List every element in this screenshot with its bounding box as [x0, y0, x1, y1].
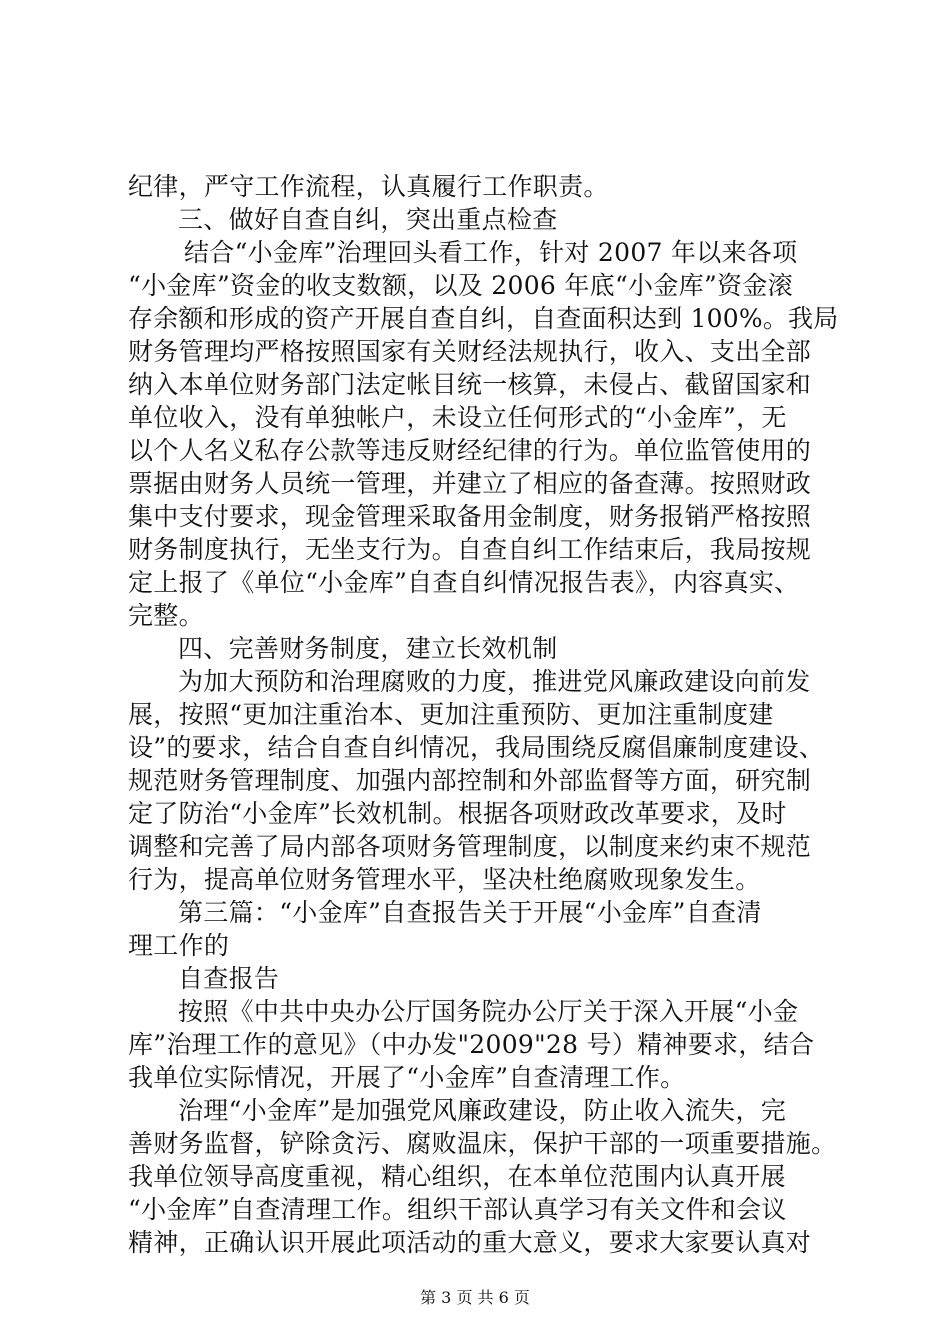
text-line-3: 结合“小金库”治理回头看工作，针对 2007 年以来各项 — [184, 238, 798, 267]
chapter-title-line-1: 第三篇：“小金库”自查报告关于开展“小金库”自查清 — [178, 898, 762, 927]
text-line-33: 精神，正确认识开展此项活动的重大意义，要求大家要认真对 — [128, 1228, 812, 1257]
page-number-footer: 第 3 页 共 6 页 — [420, 1288, 530, 1307]
section-heading-3: 三、做好自查自纠，突出重点检查 — [178, 205, 558, 234]
text-line-21: 调整和完善了局内部各项财务管理制度，以制度来约束不规范 — [128, 832, 812, 861]
text-line-12: 财务制度执行，无坐支行为。自查自纠工作结束后，我局按规 — [128, 535, 812, 564]
text-line-1: 纪律，严守工作流程，认真履行工作职责。 — [128, 172, 609, 201]
text-line-19: 规范财务管理制度、加强内部控制和外部监督等方面，研究制 — [128, 766, 812, 795]
report-title: 自查报告 — [178, 964, 280, 993]
text-line-11: 集中支付要求，现金管理采取备用金制度，财务报销严格按照 — [128, 502, 812, 531]
text-line-22: 行为，提高单位财务管理水平，坚决杜绝腐败现象发生。 — [128, 865, 761, 894]
text-line-13: 定上报了《单位“小金库”自查自纠情况报告表》，内容真实、 — [128, 568, 800, 597]
text-line-20: 定了防治“小金库”长效机制。根据各项财政改革要求，及时 — [128, 799, 787, 828]
text-line-14: 完整。 — [128, 601, 204, 630]
text-line-16: 为加大预防和治理腐败的力度，推进党风廉政建设向前发 — [178, 667, 811, 696]
text-line-4: “小金库”资金的收支数额，以及 2006 年底“小金库”资金滚 — [128, 271, 793, 300]
text-line-18: 设”的要求，结合自查自纠情况，我局围绕反腐倡廉制度建设、 — [128, 733, 825, 762]
text-line-31: 我单位领导高度重视，精心组织，在本单位范围内认真开展 — [128, 1162, 786, 1191]
chapter-title-line-2: 理工作的 — [128, 931, 230, 960]
text-line-8: 单位收入，没有单独帐户，未设立任何形式的“小金库”，无 — [128, 403, 787, 432]
text-line-6: 财务管理均严格按照国家有关财经法规执行，收入、支出全部 — [128, 337, 812, 366]
text-line-32: “小金库”自查清理工作。组织干部认真学习有关文件和会议 — [128, 1195, 787, 1224]
text-line-29: 治理“小金库”是加强党风廉政建设，防止收入流失，完 — [178, 1096, 787, 1125]
text-line-26: 按照《中共中央办公厅国务院办公厅关于深入开展“小金 — [178, 997, 799, 1026]
text-line-17: 展，按照“更加注重治本、更加注重预防、更加注重制度建 — [128, 700, 774, 729]
section-heading-4: 四、完善财务制度，建立长效机制 — [178, 634, 558, 663]
text-line-7: 纳入本单位财务部门法定帐目统一核算，未侵占、截留国家和 — [128, 370, 812, 399]
text-line-30: 善财务监督，铲除贪污、腐败温床，保护干部的一项重要措施。 — [128, 1129, 837, 1158]
text-line-9: 以个人名义私存公款等违反财经纪律的行为。单位监管使用的 — [128, 436, 812, 465]
text-line-27: 库”治理工作的意见》（中办发"2009"28 号）精神要求，结合 — [128, 1030, 815, 1059]
text-line-5: 存余额和形成的资产开展自查自纠，自查面积达到 100%。我局 — [128, 304, 839, 333]
text-line-28: 我单位实际情况，开展了“小金库”自查清理工作。 — [128, 1063, 686, 1092]
text-line-10: 票据由财务人员统一管理，并建立了相应的备查薄。按照财政 — [128, 469, 812, 498]
